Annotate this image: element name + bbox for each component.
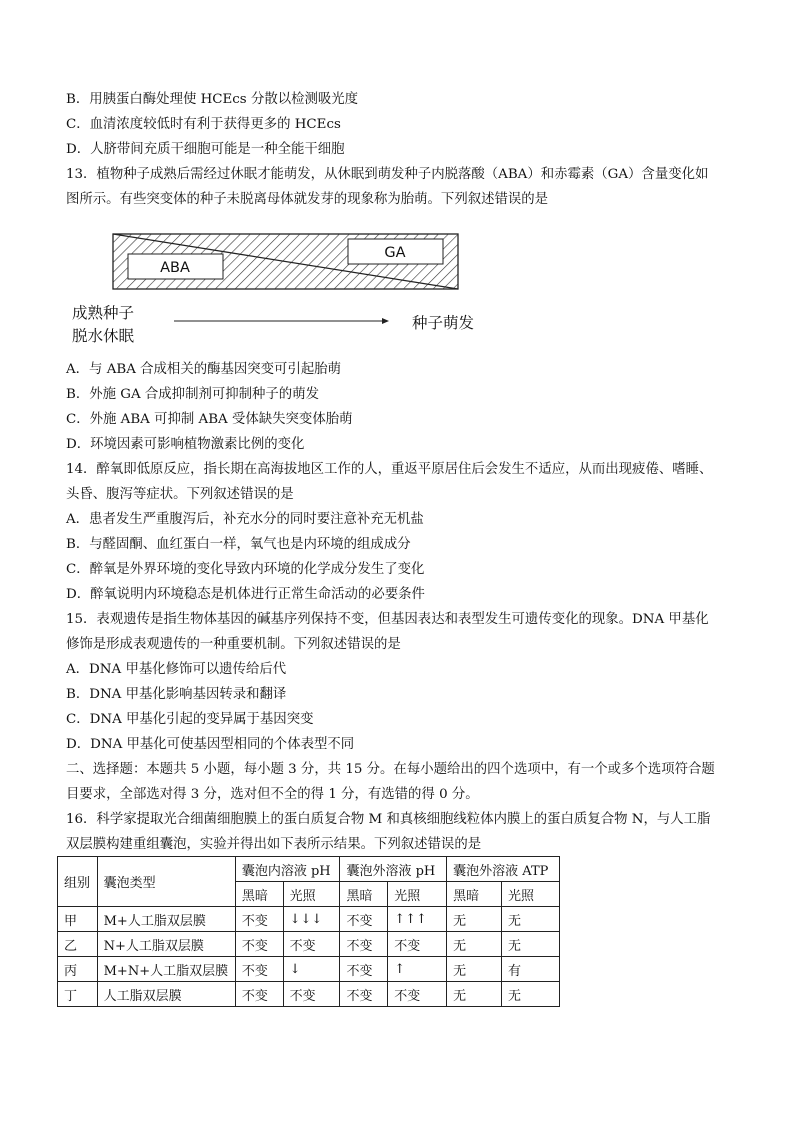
- option-13c: C．外施 ABA 可抑制 ABA 受体缺失突变体胎萌: [66, 412, 353, 427]
- table-cell: 不变: [340, 932, 388, 957]
- header-vesicle-type: 囊泡类型: [97, 857, 235, 907]
- subheader-light: 光照: [388, 882, 447, 907]
- table-cell: 有: [502, 957, 560, 982]
- table-cell: 不变: [340, 957, 388, 982]
- table-cell: 无: [447, 907, 502, 932]
- header-inner-ph: 囊泡内溶液 pH: [235, 857, 340, 882]
- question-15-stem: 15．表观遗传是指生物体基因的碱基序列保持不变，但基因表达和表型发生可遗传变化的现象。DNA 甲基化: [66, 612, 709, 627]
- start-label-mature: 成熟种子: [72, 304, 135, 322]
- table-cell: 无: [502, 907, 560, 932]
- table-row: [58, 982, 560, 1007]
- option-14d: D．醉氧说明内环境稳态是机体进行正常生命活动的必要条件: [66, 587, 425, 602]
- table-cell: 不变: [340, 907, 388, 932]
- table-cell: 不变: [235, 982, 283, 1007]
- aba-ga-diagram: [60, 226, 500, 356]
- header-outer-atp: 囊泡外溶液 ATP: [447, 857, 560, 882]
- table-cell: 不变: [235, 932, 283, 957]
- end-label-germination: 种子萌发: [412, 314, 475, 332]
- table-cell: 丙: [58, 957, 98, 982]
- header-outer-ph: 囊泡外溶液 pH: [340, 857, 447, 882]
- table-cell: M+人工脂双层膜: [97, 907, 235, 932]
- subheader-dark: 黑暗: [447, 882, 502, 907]
- question-15-stem: 修饰是形成表观遗传的一种重要机制。下列叙述错误的是: [66, 637, 401, 652]
- table-cell: ↓↓↓: [283, 907, 340, 932]
- question-13-stem: 13．植物种子成熟后需经过休眠才能萌发，从休眠到萌发种子内脱落酸（ABA）和赤霉素（GA）含量变化如: [66, 167, 709, 182]
- table-cell: M+N+人工脂双层膜: [97, 957, 235, 982]
- option-14a: A．患者发生严重腹泻后，补充水分的同时要注意补充无机盐: [66, 512, 424, 527]
- question-14-stem: 头昏、腹泻等症状。下列叙述错误的是: [66, 487, 294, 502]
- table-cell: 乙: [58, 932, 98, 957]
- table-cell: 不变: [235, 957, 283, 982]
- aba-label: ABA: [160, 260, 190, 276]
- option-13d: D．环境因素可影响植物激素比例的变化: [66, 437, 305, 452]
- section-2-instructions: 二、选择题：本题共 5 小题，每小题 3 分，共 15 分。在每小题给出的四个选项中，有一个或多个选项符合题: [66, 762, 715, 777]
- table-row: [58, 932, 560, 957]
- table-cell: 不变: [388, 982, 447, 1007]
- table-cell: 无: [447, 982, 502, 1007]
- option-13a: A．与 ABA 合成相关的酶基因突变可引起胎萌: [66, 362, 342, 377]
- subheader-light: 光照: [502, 882, 560, 907]
- table-cell: 无: [502, 982, 560, 1007]
- option-12b: B．用胰蛋白酶处理使 HCEcs 分散以检测吸光度: [66, 92, 359, 107]
- question-16-stem: 16．科学家提取光合细菌细胞膜上的蛋白质复合物 M 和真核细胞线粒体内膜上的蛋白质复合物 N，与人工脂: [66, 812, 711, 827]
- table-cell: 甲: [58, 907, 98, 932]
- option-15d: D．DNA 甲基化可使基因型相同的个体表型不同: [66, 737, 355, 752]
- table-cell: ↑: [388, 957, 447, 982]
- table-cell: 无: [447, 932, 502, 957]
- section-2-instructions: 目要求，全部选对得 3 分，选对但不全的得 1 分，有选错的得 0 分。: [66, 787, 479, 802]
- results-table: [57, 856, 560, 1007]
- table-cell: N+人工脂双层膜: [97, 932, 235, 957]
- table-cell: ↑↑↑: [388, 907, 447, 932]
- option-15b: B．DNA 甲基化影响基因转录和翻译: [66, 687, 287, 702]
- table-cell: 不变: [283, 932, 340, 957]
- ga-label: GA: [384, 245, 406, 261]
- header-group: 组别: [58, 857, 98, 907]
- subheader-light: 光照: [283, 882, 340, 907]
- option-15a: A．DNA 甲基化修饰可以遗传给后代: [66, 662, 287, 677]
- table-cell: 不变: [340, 982, 388, 1007]
- option-14b: B．与醛固酮、血红蛋白一样，氧气也是内环境的组成成分: [66, 537, 411, 552]
- table-cell: 无: [502, 932, 560, 957]
- option-14c: C．醉氧是外界环境的变化导致内环境的化学成分发生了变化: [66, 562, 425, 577]
- option-13b: B．外施 GA 合成抑制剂可抑制种子的萌发: [66, 387, 319, 402]
- option-12c: C．血清浓度较低时有利于获得更多的 HCEcs: [66, 117, 341, 132]
- table-cell: 丁: [58, 982, 98, 1007]
- table-cell: 不变: [283, 982, 340, 1007]
- question-16-stem: 双层膜构建重组囊泡，实验并得出如下表所示结果。下列叙述错误的是: [66, 837, 482, 852]
- option-12d: D．人脐带间充质干细胞可能是一种全能干细胞: [66, 142, 345, 157]
- table-row: [58, 907, 560, 932]
- table-row: [58, 957, 560, 982]
- table-header-row: [58, 857, 560, 882]
- start-label-dormant: 脱水休眠: [72, 327, 135, 345]
- question-13-stem: 图所示。有些突变体的种子未脱离母体就发芽的现象称为胎萌。下列叙述错误的是: [66, 192, 549, 207]
- option-15c: C．DNA 甲基化引起的变异属于基因突变: [66, 712, 314, 727]
- table-cell: ↓: [283, 957, 340, 982]
- subheader-dark: 黑暗: [235, 882, 283, 907]
- table-cell: 不变: [388, 932, 447, 957]
- arrow-head-icon: [382, 318, 389, 324]
- table-cell: 无: [447, 957, 502, 982]
- table-cell: 不变: [235, 907, 283, 932]
- question-14-stem: 14．醉氧即低原反应，指长期在高海拔地区工作的人，重返平原居住后会发生不适应，从而出现疲倦、嗜睡、: [66, 462, 713, 477]
- table-cell: 人工脂双层膜: [97, 982, 235, 1007]
- subheader-dark: 黑暗: [340, 882, 388, 907]
